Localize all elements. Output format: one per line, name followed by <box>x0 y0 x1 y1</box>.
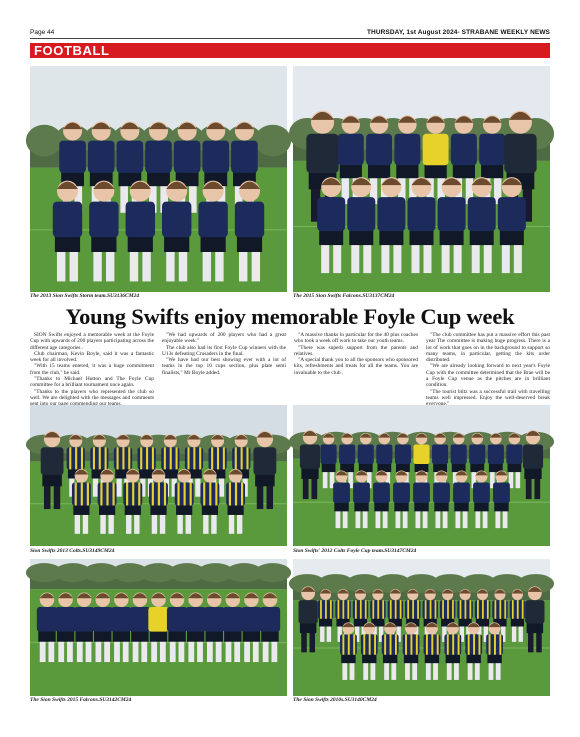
photo-illustration <box>293 66 550 292</box>
article-paragraph: The club also had its first Foyle Cup winners with the U13s defeating Crusaders in the final. <box>162 344 286 357</box>
article-headline: Young Swifts enjoy memorable Foyle Cup week <box>65 304 515 329</box>
photo-illustration <box>30 559 287 696</box>
section-label: FOOTBALL <box>34 43 110 58</box>
masthead: THURSDAY, 1st August 2024- STRABANE WEEKLY NEWS <box>366 28 550 36</box>
article-column <box>30 332 154 408</box>
article-paragraph: SION Swifts enjoyed a memorable week at the Foyle Cup with upwards of 200 players participating across the different age categories . <box>30 332 154 351</box>
photo-illustration <box>293 559 550 696</box>
team-photo-2010s <box>293 559 550 696</box>
article-body <box>30 332 550 400</box>
team-photo-2015-falcons-b <box>30 559 287 696</box>
article-column <box>294 332 418 408</box>
page-number: Page 44 <box>30 28 55 36</box>
article-paragraph: "With 15 teams entered, it was a huge commitment from the club," he said. <box>30 363 154 376</box>
article-paragraph: "Thanks to Michael Hutton and The Foyle Cup committee for a brilliant tournament once again. <box>30 376 154 389</box>
article-paragraph: "The tourist blitz was a successful trail with travelling teams well impressed. Enjoy the well-deserved break <box>426 388 550 401</box>
article-paragraph: "Thanks to the players who represented the club so well. We are delighted with the messages and comments <box>30 388 154 401</box>
article-paragraph: Club chairman, Kevin Boyle, said it was a fantastic week for all involved. <box>30 350 154 364</box>
article-paragraph: "We are already looking forward to next year's Foyle Cup with the committee determined that the Brae will be a Foyle Cup venue as the pitches are in brilliant condition. <box>426 363 550 389</box>
article-paragraph: "We have had our best showing ever with a lot of teams in the top 10 cups section, plus plate semi finalists," Mr Boyle added. <box>162 357 286 376</box>
photo-illustration <box>30 66 287 292</box>
article-paragraph: "There was superb support from the parents and relatives. <box>294 344 418 357</box>
team-photo-2013-colts <box>30 405 287 546</box>
team-photo-2012-colts <box>293 405 550 546</box>
team-photo-2013-storm <box>30 66 287 292</box>
section-band <box>30 43 550 58</box>
photo-illustration <box>293 405 550 546</box>
photo-caption: The Sion Swifts 2015 Falcons.SU3142CM24 <box>30 697 132 703</box>
article-paragraph: "We had upwards of 200 players who had a great enjoyable week." <box>162 332 286 345</box>
article-paragraph: "A massive thanks in particular for the 40 plus coaches who took a week off work to take our youth teams. <box>294 332 418 345</box>
photo-caption: Sion Swifts 2013 Colts.SU3149CM24 <box>30 548 115 554</box>
photo-caption: The 2013 Sion Swifts Storm team.SU3136CM24 <box>30 293 140 299</box>
team-photo-2015-falcons <box>293 66 550 292</box>
article-paragraph: "The club committee has put a massive effort this past year The committee is making huge progress. There is a lot of work that goes on in the background to support so many teams, in particular, getting the kits order distributed. <box>426 332 550 364</box>
article-column <box>426 332 550 408</box>
photo-caption: The 2015 Sion Swifts Falcons.SU3137CM24 <box>293 293 395 299</box>
photo-caption: The Sion Swifts 2010s.SU3140CM24 <box>293 697 377 703</box>
article-paragraph: "A special thank you to all the sponsors who sponsored kits, refreshments and treats for all the teams. You are invaluable to the club . <box>294 357 418 376</box>
photo-caption: Sion Swifts' 2012 Colts Foyle Cup team.SU3147CM24 <box>293 548 417 554</box>
article-column <box>162 332 286 408</box>
header-rule <box>30 38 550 39</box>
page-header <box>30 26 550 38</box>
photo-illustration <box>30 405 287 546</box>
